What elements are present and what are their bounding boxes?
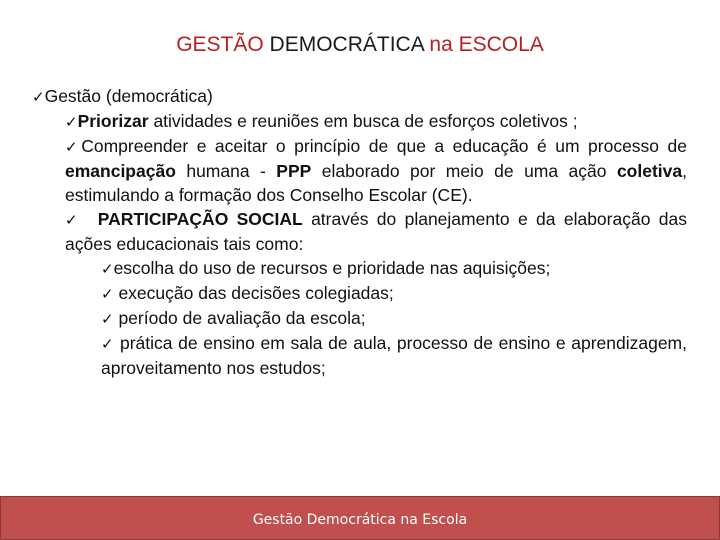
bullet-text: execução das decisões colegiadas; bbox=[113, 283, 394, 303]
checkmark-icon: ✓ bbox=[32, 88, 45, 106]
sub-bullet-periodo bbox=[101, 306, 687, 331]
title-part-democratica: DEMOCRÁTICA bbox=[263, 33, 430, 56]
bullet-text: escolha do uso de recursos e prioridade nas aquisições; bbox=[113, 258, 551, 278]
bullet-text: humana - bbox=[175, 161, 277, 181]
bullet-compreender bbox=[65, 134, 687, 207]
footer-text: Gestão Democrática na Escola bbox=[252, 512, 468, 528]
slide-title bbox=[0, 31, 720, 59]
checkmark-icon: ✓ bbox=[101, 260, 114, 278]
bullet-text: Compreender e aceitar o princípio de que a educação é um processo de bbox=[81, 136, 687, 156]
bullet-bold-text: Priorizar bbox=[77, 111, 149, 131]
checkmark-icon: ✓ bbox=[65, 113, 78, 131]
bullet-bold-text: coletiva bbox=[616, 161, 683, 181]
bullet-bold-text: PPP bbox=[276, 161, 312, 181]
bullet-text: prática de ensino em sala de aula, processo de ensino e aprendizagem, aproveitamento nos estudos; bbox=[101, 333, 687, 378]
checkmark-icon: ✓ bbox=[101, 335, 115, 353]
slide-body bbox=[32, 84, 687, 380]
sub-bullet-execucao bbox=[101, 281, 687, 306]
bullet-participacao-social bbox=[65, 207, 687, 256]
bullet-text: , estimulando a formação dos Conselho Escolar (CE). bbox=[65, 161, 688, 205]
sub-bullet-escolha bbox=[101, 256, 687, 281]
footer-bar bbox=[0, 496, 720, 540]
bullet-bold-text: PARTICIPAÇÃO SOCIAL bbox=[97, 209, 303, 229]
checkmark-icon: ✓ bbox=[101, 285, 114, 303]
bullet-priorizar bbox=[65, 109, 687, 134]
checkmark-icon: ✓ bbox=[65, 138, 82, 156]
bullet-text: elaborado por meio de uma ação bbox=[311, 161, 617, 181]
bullet-text: Gestão (democrática) bbox=[44, 86, 213, 106]
bullet-text: através do planejamento e da elaboração das ações educacionais tais como: bbox=[65, 209, 687, 254]
bullet-bold-text: emancipação bbox=[65, 161, 176, 181]
bullet-gestao-democratica bbox=[32, 84, 687, 109]
bullet-text: período de avaliação da escola; bbox=[113, 308, 366, 328]
checkmark-icon: ✓ bbox=[65, 211, 82, 229]
title-part-escola: na ESCOLA bbox=[429, 33, 544, 56]
sub-bullet-pratica bbox=[101, 331, 687, 380]
title-part-gestao: GESTÃO bbox=[176, 33, 264, 56]
checkmark-icon: ✓ bbox=[101, 310, 114, 328]
bullet-text: atividades e reuniões em busca de esforços coletivos ; bbox=[148, 111, 578, 131]
